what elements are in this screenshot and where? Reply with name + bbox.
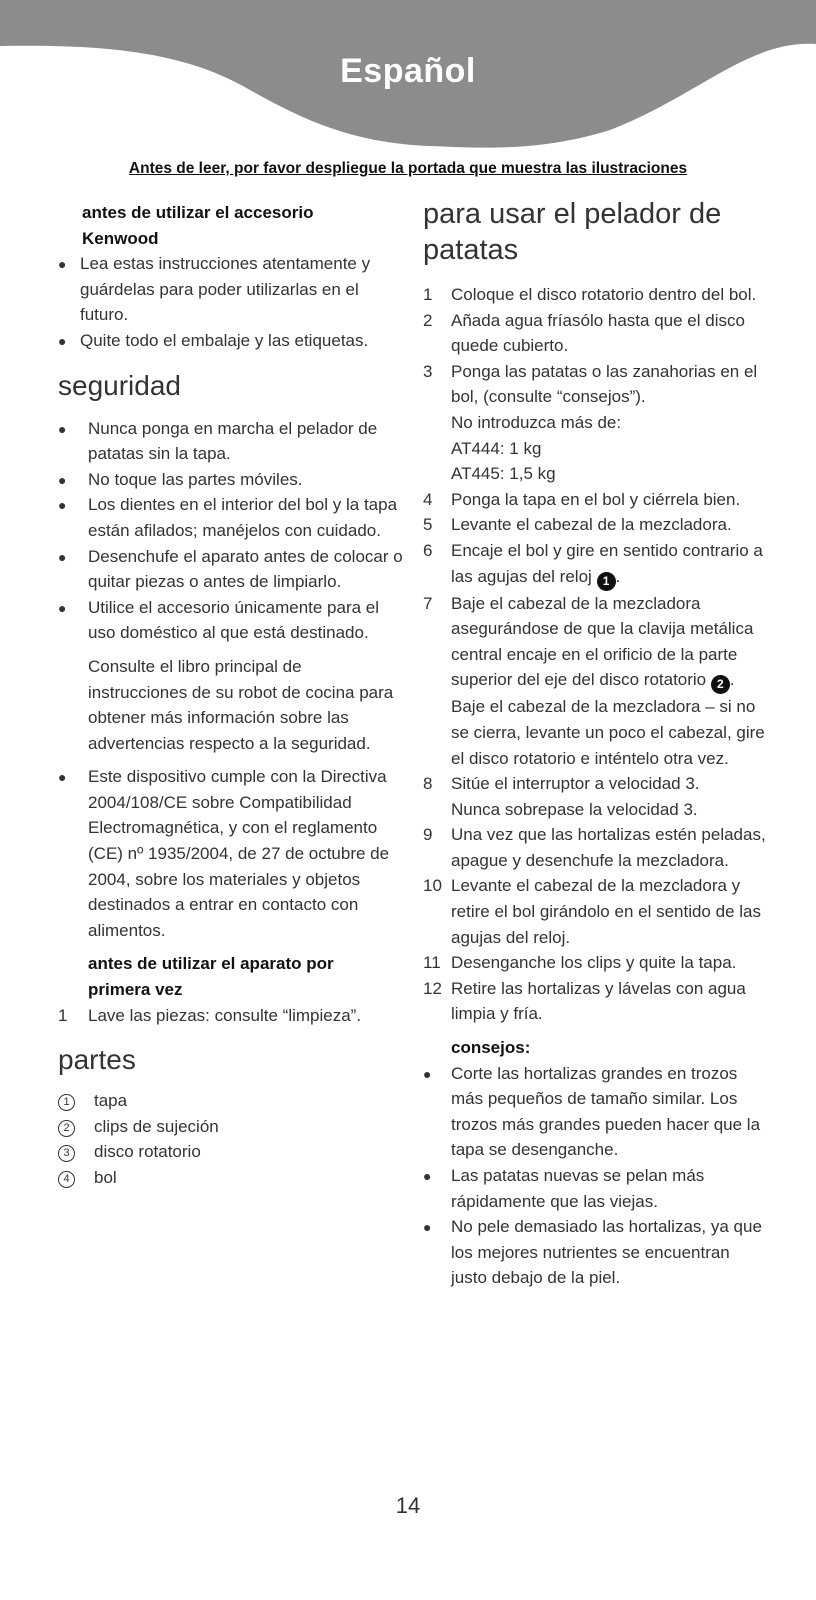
left-column — [58, 200, 403, 1191]
tips-heading: consejos: — [451, 1038, 531, 1058]
bullet-icon — [423, 1214, 453, 1241]
list-item: ● No pele demasiado las hortalizas, ya que los mejores nutrientes se encuentran justo debajo de la piel. — [423, 1214, 768, 1291]
step-item: 8 Sitúe el interruptor a velocidad 3. Nunca sobrepase la velocidad 3. — [423, 774, 700, 819]
part-number-icon: 2 — [58, 1120, 75, 1137]
list-item: ● Este dispositivo cumple con la Directiva 2004/108/CE sobre Compatibilidad Electromagnética, y con el reglamento (CE) nº 1935/2004, de 27 de octubre de 2004, sobre los materiales y objetos destinados a entrar en contacto con alimentos. — [58, 764, 403, 943]
bullet-icon — [58, 595, 88, 622]
bullet-icon — [58, 467, 88, 494]
page-number: 14 — [395, 1493, 421, 1518]
step-item: 11 Desenganche los clips y quite la tapa. — [423, 953, 737, 973]
bullet-icon — [423, 1061, 453, 1088]
list-item: ● Quite todo el embalaje y las etiquetas. — [58, 328, 403, 354]
part-item: 1 tapa — [58, 1088, 403, 1114]
list-item: ● No toque las partes móviles. — [58, 467, 403, 493]
step-item: 1 Coloque el disco rotatorio dentro del bol. — [423, 285, 757, 304]
bullet-icon — [58, 328, 88, 355]
part-number-icon: 3 — [58, 1145, 75, 1162]
before-use-heading: antes de utilizar el accesorio Kenwood — [82, 203, 314, 248]
step-item: 9 Una vez que las hortalizas estén peladas, apague y desenchufe la mezcladora. — [423, 825, 766, 870]
step-item: 10 Levante el cabezal de la mezcladora y retire el bol girándolo en el sentido de las agujas del reloj. — [423, 876, 761, 947]
figure-reference-icon: 2 — [711, 675, 730, 694]
list-item: ● Las patatas nuevas se pelan más rápidamente que las viejas. — [423, 1163, 768, 1214]
part-number-icon: 1 — [58, 1094, 75, 1111]
part-item: 4 bol — [58, 1165, 403, 1191]
step-item: 4 Ponga la tapa en el bol y ciérrela bien. — [423, 489, 741, 509]
figure-reference-icon: 1 — [597, 572, 616, 591]
parts-heading: partes — [58, 1044, 136, 1076]
list-item: ● Lea estas instrucciones atentamente y guárdelas para poder utilizarlas en el futuro. — [58, 251, 403, 328]
page-title: Español — [340, 52, 476, 90]
bullet-icon — [58, 764, 88, 791]
step-item: 3 Ponga las patatas o las zanahorias en el bol, (consulte “consejos”). No introduzca más de: AT444: 1 kg AT445: 1,5 kg — [423, 361, 758, 484]
list-item: ● Utilice el accesorio únicamente para el uso doméstico al que está destinado. — [58, 595, 403, 646]
bullet-icon — [58, 544, 88, 571]
safety-note: Consulte el libro principal de instrucciones de su robot de cocina para obtener más información sobre las advertencias respecto a la seguridad. — [88, 656, 394, 753]
bullet-icon — [423, 1163, 453, 1190]
list-item: 1 Lave las piezas: consulte “limpieza”. — [58, 1005, 362, 1025]
first-use-heading: antes de utilizar el aparato por primera vez — [88, 954, 334, 1000]
header-banner — [0, 0, 816, 150]
safety-heading: seguridad — [58, 369, 181, 401]
usage-heading: para usar el pelador de patatas — [423, 198, 722, 266]
right-column — [423, 196, 768, 1291]
bullet-icon — [58, 251, 88, 278]
step-item: 2 Añada agua fríasólo hasta que el disco quede cubierto. — [423, 310, 745, 356]
step-item: 5 Levante el cabezal de la mezcladora. — [423, 515, 732, 535]
part-number-icon: 4 — [58, 1171, 75, 1188]
list-item: ● Nunca ponga en marcha el pelador de patatas sin la tapa. — [58, 416, 403, 467]
list-item: ● Los dientes en el interior del bol y la tapa están afilados; manéjelos con cuidado. — [58, 492, 403, 543]
bullet-icon — [58, 416, 88, 443]
bullet-icon — [58, 492, 88, 519]
step-item: 12 Retire las hortalizas y lávelas con agua limpia y fría. — [423, 978, 746, 1024]
step-item: 7 Baje el cabezal de la mezcladora asegurándose de que la clavija metálica central encaje en el orificio de la parte superior del eje del disco rotatorio 2 . Baje el cabezal de la mezcladora – si no se cierra, levante un poco el cabezal, gire el disco rotatorio e inténtelo otra vez. — [423, 593, 765, 768]
list-item: ● Corte las hortalizas grandes en trozos más pequeños de tamaño similar. Los trozos más grandes pueden hacer que la tapa se desenganche. — [423, 1061, 768, 1163]
list-item: ● Desenchufe el aparato antes de colocar o quitar piezas o antes de limpiarlo. — [58, 544, 403, 595]
part-item: 3 disco rotatorio — [58, 1139, 403, 1165]
fold-out-notice: Antes de leer, por favor despliegue la portada que muestra las ilustraciones — [128, 160, 688, 177]
step-item: 6 Encaje el bol y gire en sentido contrario a las agujas del reloj 1 . — [423, 538, 768, 591]
part-item: 2 clips de sujeción — [58, 1114, 403, 1140]
